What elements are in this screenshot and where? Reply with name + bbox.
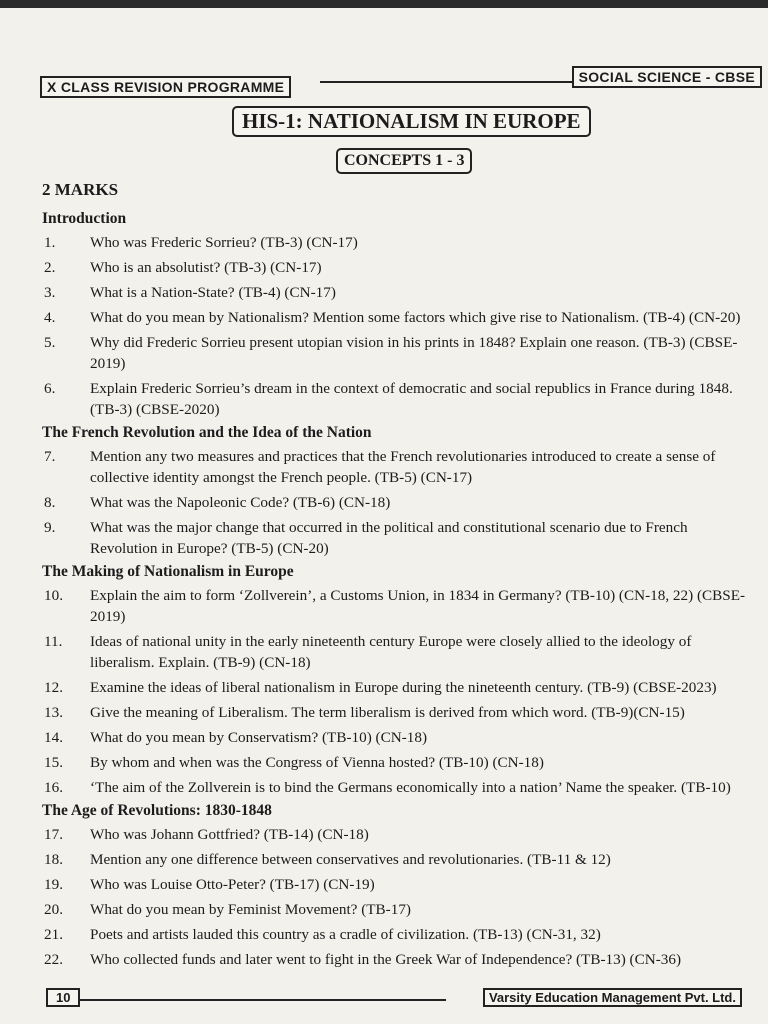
top-edge-band (0, 0, 768, 8)
question-text: Examine the ideas of liberal nationalism in Europe during the nineteenth century. (TB-9) (CBSE-2023) (90, 679, 717, 696)
chapter-title: HIS-1: NATIONALISM IN EUROPE (232, 106, 591, 137)
question-text: What do you mean by Conservatism? (TB-10) (CN-18) (90, 729, 428, 746)
question-number: 19. (44, 876, 63, 893)
question-item (42, 924, 758, 945)
subject-label: SOCIAL SCIENCE - CBSE (572, 66, 762, 88)
question-item (42, 232, 758, 253)
question-list (42, 206, 758, 974)
question-number: 22. (44, 951, 63, 968)
question-text: ‘The aim of the Zollverein is to bind the Germans economically into a nation’ Name the speaker. (TB-10) (90, 779, 731, 796)
question-number: 18. (44, 851, 63, 868)
publisher-label: Varsity Education Management Pvt. Ltd. (483, 988, 742, 1007)
question-item (42, 492, 758, 513)
question-number: 15. (44, 754, 63, 771)
question-text: Who was Johann Gottfried? (TB-14) (CN-18) (90, 826, 369, 843)
question-number: 1. (44, 234, 56, 251)
question-number: 9. (44, 519, 56, 536)
question-item (42, 899, 758, 920)
question-number: 2. (44, 259, 56, 276)
section-title: Introduction (42, 210, 127, 227)
question-text: Who was Frederic Sorrieu? (TB-3) (CN-17) (90, 234, 358, 251)
question-item (42, 874, 758, 895)
question-item (42, 585, 758, 627)
question-item (42, 949, 758, 970)
page-number: 10 (46, 988, 80, 1007)
question-number: 13. (44, 704, 63, 721)
question-text: Who is an absolutist? (TB-3) (CN-17) (90, 259, 322, 276)
question-number: 6. (44, 380, 56, 397)
concepts-label: CONCEPTS 1 - 3 (336, 148, 472, 174)
question-text: Ideas of national unity in the early nineteenth century Europe were closely allied to the ideology of liberalism. Explain. (TB-9) (CN-18) (90, 633, 692, 671)
question-item (42, 677, 758, 698)
question-number: 11. (44, 633, 63, 650)
question-number: 20. (44, 901, 63, 918)
question-item (42, 702, 758, 723)
section-title: The Making of Nationalism in Europe (42, 563, 294, 580)
section-title: The Age of Revolutions: 1830-1848 (42, 802, 272, 819)
question-item (42, 378, 758, 420)
question-number: 5. (44, 334, 56, 351)
section-french-revolution (42, 424, 758, 559)
question-item (42, 257, 758, 278)
section-introduction (42, 210, 758, 420)
question-number: 7. (44, 448, 56, 465)
question-item (42, 446, 758, 488)
question-text: Poets and artists lauded this country as a cradle of civilization. (TB-13) (CN-31, 32) (90, 926, 601, 943)
question-text: What is a Nation-State? (TB-4) (CN-17) (90, 284, 336, 301)
question-item (42, 282, 758, 303)
question-item (42, 727, 758, 748)
footer-rule (80, 999, 446, 1001)
section-age-of-revolutions (42, 802, 758, 970)
question-text: Mention any two measures and practices that the French revolutionaries introduced to create a sense of collective identity amongst the French people. (TB-5) (CN-17) (90, 448, 716, 486)
question-text: By whom and when was the Congress of Vienna hosted? (TB-10) (CN-18) (90, 754, 544, 771)
question-text: Mention any one difference between conservatives and revolutionaries. (TB-11 & 12) (90, 851, 611, 868)
question-text: Who collected funds and later went to fight in the Greek War of Independence? (TB-13) (CN-36) (90, 951, 682, 968)
question-number: 10. (44, 587, 63, 604)
question-number: 21. (44, 926, 63, 943)
question-number: 8. (44, 494, 56, 511)
question-text: What was the major change that occurred in the political and constitutional scenario due to French Revolution in Europe? (TB-5) (CN-20) (90, 519, 688, 557)
question-number: 17. (44, 826, 63, 843)
question-number: 16. (44, 779, 63, 796)
question-text: Explain Frederic Sorrieu’s dream in the context of democratic and social republics in France during 1848. (TB-3) (CBSE-2020) (90, 380, 733, 418)
page-header (40, 66, 768, 100)
question-item (42, 752, 758, 773)
question-number: 4. (44, 309, 56, 326)
page-footer (46, 988, 742, 1012)
question-item (42, 777, 758, 798)
question-text: Who was Louise Otto-Peter? (TB-17) (CN-19) (90, 876, 375, 893)
question-number: 3. (44, 284, 56, 301)
question-number: 12. (44, 679, 63, 696)
question-text: Give the meaning of Liberalism. The term liberalism is derived from which word. (TB-9)(CN-15) (90, 704, 685, 721)
question-text: What do you mean by Feminist Movement? (TB-17) (90, 901, 411, 918)
section-making-of-nationalism (42, 563, 758, 798)
question-text: What do you mean by Nationalism? Mention some factors which give rise to Nationalism. (TB-4) (CN-20) (90, 309, 741, 326)
question-text: Why did Frederic Sorrieu present utopian vision in his prints in 1848? Explain one reason. (TB-3) (CBSE-2019) (90, 334, 738, 372)
question-item (42, 631, 758, 673)
question-item (42, 849, 758, 870)
question-item (42, 332, 758, 374)
marks-heading: 2 MARKS (42, 180, 119, 199)
question-item (42, 517, 758, 559)
question-text: Explain the aim to form ‘Zollverein’, a Customs Union, in 1834 in Germany? (TB-10) (CN-18, 22) (CBSE-2019) (90, 587, 746, 625)
program-label: X CLASS REVISION PROGRAMME (40, 76, 291, 98)
section-title: The French Revolution and the Idea of the Nation (42, 424, 372, 441)
question-number: 14. (44, 729, 63, 746)
header-rule (320, 81, 578, 83)
question-item (42, 824, 758, 845)
question-text: What was the Napoleonic Code? (TB-6) (CN-18) (90, 494, 391, 511)
question-item (42, 307, 758, 328)
